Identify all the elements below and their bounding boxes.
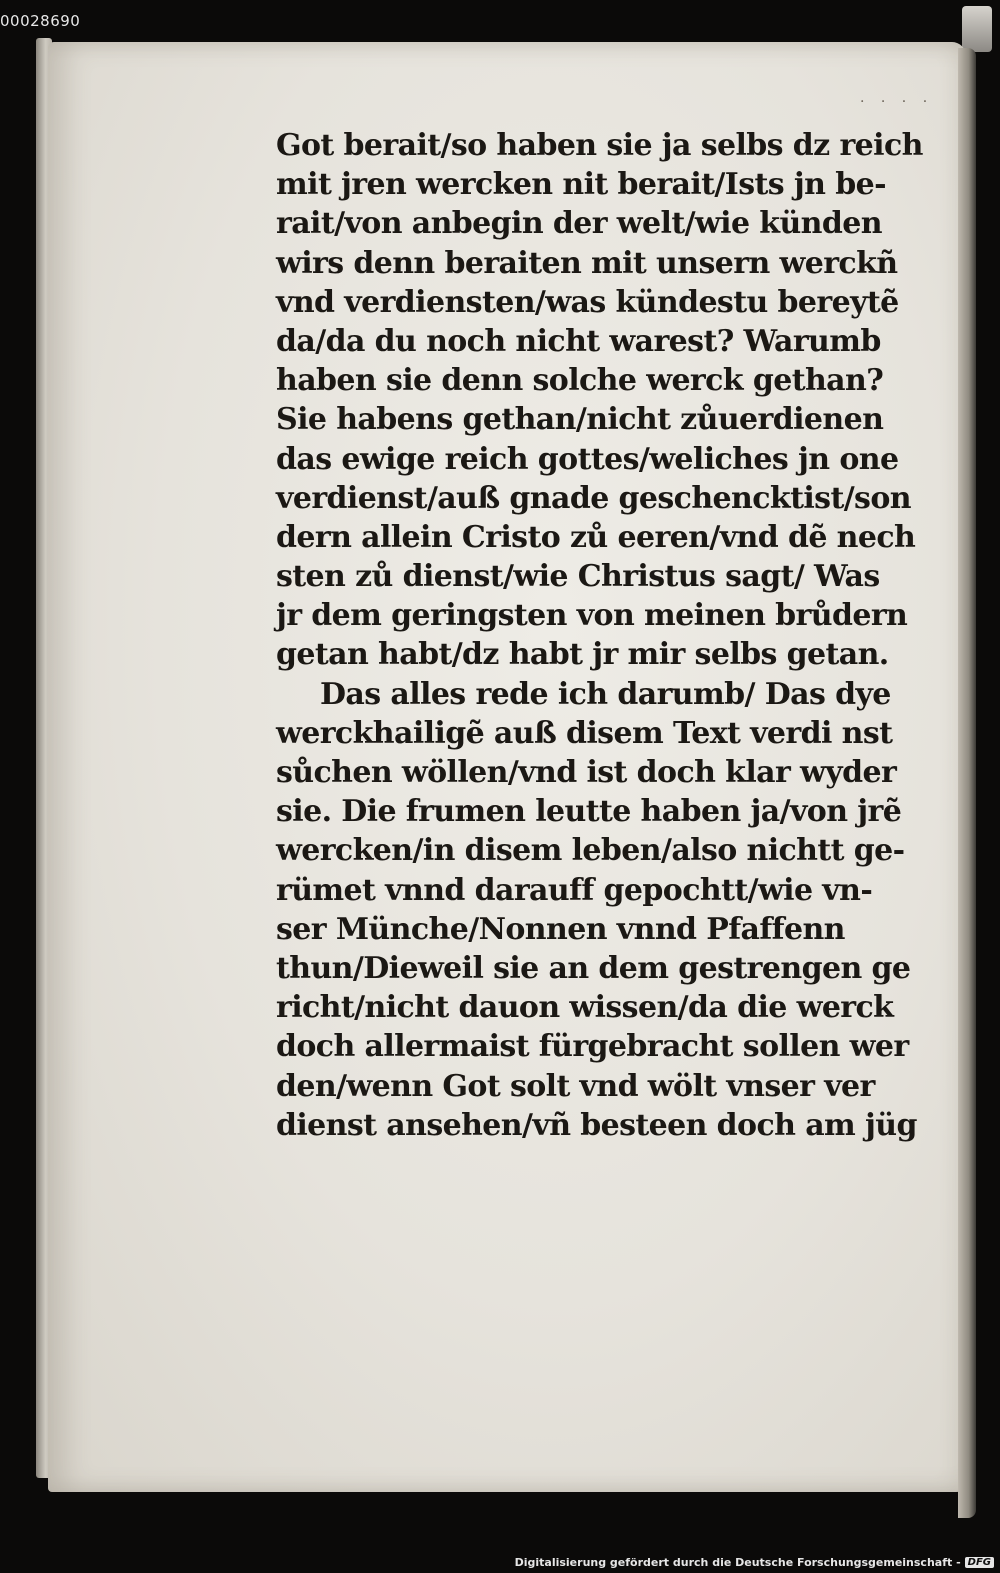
text-line: mit jren wercken nit berait/Ists jn be- xyxy=(276,167,886,203)
text-line: sie. Die frumen leutte haben ja/von jrẽ xyxy=(276,794,902,830)
text-line: Sie habens gethan/nicht zůuerdienen xyxy=(276,402,884,438)
text-line: wirs denn beraiten mit unsern werckñ xyxy=(276,245,898,281)
text-line: jr dem geringsten von meinen brůdern xyxy=(276,598,908,634)
text-line: haben sie denn solche werck gethan? xyxy=(276,363,884,399)
text-line: das ewige reich gottes/weliches jn one xyxy=(276,441,899,477)
text-line: sten zů dienst/wie Christus sagt/ Was xyxy=(276,559,880,595)
footer-text: Digitalisierung gefördert durch die Deutsche Forschungsgemeinschaft - xyxy=(514,1556,961,1569)
scan-id-label: 00028690 xyxy=(0,12,81,30)
text-line: ser Münche/Nonnen vnnd Pfaffenn xyxy=(276,911,845,947)
text-line: thun/Dieweil sie an dem gestrengen ge xyxy=(276,950,911,986)
text-line: getan habt/dz habt jr mir selbs getan. xyxy=(276,637,889,673)
book-right-edge xyxy=(958,48,976,1518)
page-clip xyxy=(962,6,992,52)
text-line: vnd verdiensten/was kündestu bereytẽ xyxy=(276,284,899,320)
text-line: rümet vnnd darauff gepochtt/wie vn- xyxy=(276,872,873,908)
text-line: verdienst/auß gnade geschencktist/son xyxy=(276,480,911,516)
ink-specks: · · · · xyxy=(860,94,934,110)
dfg-logo: DFG xyxy=(965,1557,994,1568)
text-line: Das alles rede ich darumb/ Das dye xyxy=(320,676,891,712)
text-line: doch allermaist fürgebracht sollen wer xyxy=(276,1029,909,1065)
text-line: dern allein Cristo zů eeren/vnd dẽ nech xyxy=(276,519,916,555)
text-line: den/wenn Got solt vnd wölt vnser ver xyxy=(276,1068,875,1104)
text-line: wercken/in disem leben/also nichtt ge- xyxy=(276,833,905,869)
funding-footer xyxy=(515,1556,994,1569)
text-line: da/da du noch nicht warest? Warumb xyxy=(276,323,881,359)
text-line: sůchen wöllen/vnd ist doch klar wyder xyxy=(276,755,897,790)
text-line: Got berait/so haben sie ja selbs dz reich xyxy=(276,128,923,163)
text-line: dienst ansehen/vñ besteen doch am jüg xyxy=(276,1107,917,1143)
text-line: rait/von anbegin der welt/wie künden xyxy=(276,206,882,242)
text-line: richt/nicht dauon wissen/da die werck xyxy=(276,990,894,1026)
text-line: werckhailigẽ auß disem Text verdi nst xyxy=(276,715,893,751)
page-text-block xyxy=(276,126,936,1145)
